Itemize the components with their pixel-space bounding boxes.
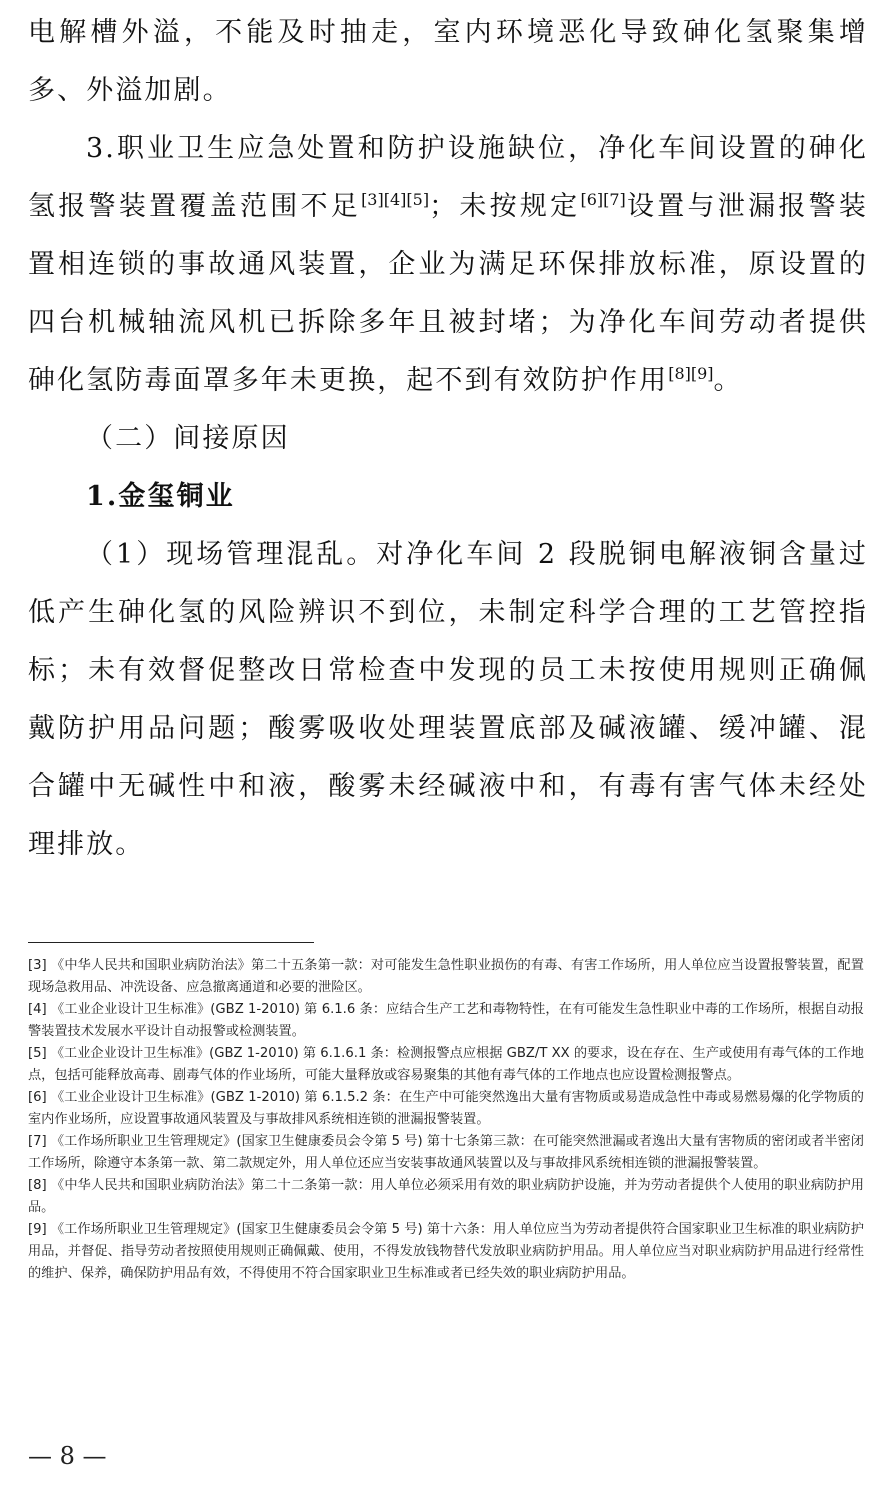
- page-number: — 8 —: [28, 1442, 107, 1470]
- paragraph-text: 设置与泄漏报警装置相连锁的事故通风装置，企业为满足环保排放标准，原设置的四台机械轴流风机已拆除多年且被封堵；为净化车间劳动者提供砷化氢防毒面罩多年未更换，起不到有效防护作用: [28, 191, 868, 396]
- main-text: [28, 4, 868, 874]
- footnote-8: [8] 《中华人民共和国职业病防治法》第二十二条第一款：用人单位必须采用有效的职业病防护设施，并为劳动者提供个人使用的职业病防护用品。: [28, 1178, 864, 1215]
- footnote-6: [6] 《工业企业设计卫生标准》(GBZ 1-2010) 第 6.1.5.2 条：在生产中可能突然逸出大量有害物质或易造成急性中毒或易燃易爆的化学物质的室内作业场所，应设置事故通风装置及与事故排风系统相连锁的泄漏报警装置。: [28, 1090, 864, 1127]
- footnote-4: [4] 《工业企业设计卫生标准》(GBZ 1-2010) 第 6.1.6 条：应结合生产工艺和毒物特性，在有可能发生急性职业中毒的工作场所，根据自动报警装置技术发展水平设计自动报警或检测装置。: [28, 1002, 864, 1039]
- paragraph-protection-facilities: [28, 120, 868, 410]
- paragraph-text: 。: [713, 365, 743, 396]
- footnotes: [28, 955, 864, 1285]
- footnote-9: [9] 《工作场所职业卫生管理规定》(国家卫生健康委员会令第 5 号) 第十六条：用人单位应当为劳动者提供符合国家职业卫生标准的职业病防护用品，并督促、指导劳动者按照使用规则正确佩戴、使用，不得发放钱物替代发放职业病防护用品。用人单位应当对职业病防护用品进行经常性的维护、保养，确保防护用品有效，不得使用不符合国家职业卫生标准或者已经失效的职业病防护用品。: [28, 1222, 864, 1281]
- paragraph-text: ；未按规定: [429, 191, 581, 222]
- subsection-heading-company: 1.金玺铜业: [86, 481, 235, 512]
- paragraph-site-management: （1）现场管理混乱。对净化车间 2 段脱铜电解液铜含量过低产生砷化氢的风险辨识不到位，未制定科学合理的工艺管控指标；未有效督促整改日常检查中发现的员工未按使用规则正确佩戴防护用品问题；酸雾吸收处理装置底部及碱液罐、缓冲罐、混合罐中无碱性中和液，酸雾未经碱液中和，有毒有害气体未经处理排放。: [28, 539, 868, 860]
- footnote-7: [7] 《工作场所职业卫生管理规定》(国家卫生健康委员会令第 5 号) 第十七条第三款：在可能突然泄漏或者逸出大量有害物质的密闭或者半密闭工作场所，除遵守本条第一款、第二款规定外，用人单位还应当安装事故通风装置以及与事故排风系统相连锁的泄漏报警装置。: [28, 1134, 864, 1171]
- paragraph-continued: 电解槽外溢，不能及时抽走，室内环境恶化导致砷化氢聚集增多、外溢加剧。: [28, 17, 868, 106]
- footnote-divider: [28, 942, 314, 943]
- footnote-5: [5] 《工业企业设计卫生标准》(GBZ 1-2010) 第 6.1.6.1 条：检测报警点应根据 GBZ/T XX 的要求，设在存在、生产或使用有毒气体的工作地点，包括可能释放高毒、剧毒气体的作业场所，可能大量释放或容易聚集的其他有毒气体的工作地点也应设置检测报警点。: [28, 1046, 864, 1083]
- footnote-ref[interactable]: [6][7]: [580, 190, 626, 209]
- footnote-ref[interactable]: [3][4][5]: [361, 190, 430, 209]
- footnote-3: [3] 《中华人民共和国职业病防治法》第二十五条第一款：对可能发生急性职业损伤的有毒、有害工作场所，用人单位应当设置报警装置，配置现场急救用品、冲洗设备、应急撤离通道和必要的泄险区。: [28, 958, 864, 995]
- paragraph-text: 3.职业卫生应急处置和防护设施缺位，净化车间设置的砷化氢报警装置覆盖范围不足: [28, 133, 868, 222]
- footnote-ref[interactable]: [8][9]: [668, 364, 714, 383]
- section-heading-indirect-cause: （二）间接原因: [86, 423, 290, 454]
